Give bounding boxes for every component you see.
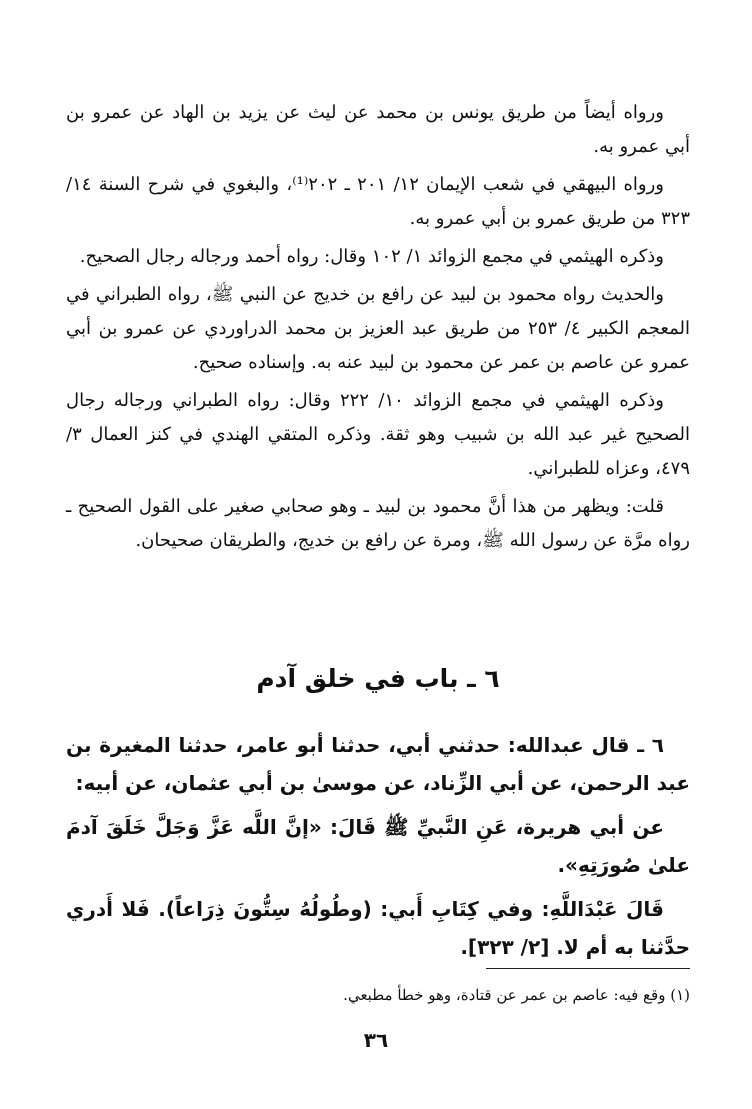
chapter-heading: ٦ ـ باب في خلق آدم — [256, 664, 500, 693]
commentary-paragraph: والحديث رواه محمود بن لبيد عن رافع بن خديج عن النبي ﷺ، رواه الطبراني في المعجم الكبير ٤/ ٢٥٣ من طريق عبد العزيز بن محمد الدراوردي عن عمرو بن أبي عمرو عن عاصم بن عمر عن محمود بن لبيد عنه به. وإسناده صحيح. — [66, 284, 690, 373]
hadith-matn: عن أبي هريرة، عَنِ النَّبيِّ ﷺ قَالَ: «إنَّ اللَّه عَزَّ وَجَلَّ خَلَقَ آدمَ علىٰ صُورَتِهِ». — [66, 815, 690, 877]
commentary-section — [66, 96, 690, 562]
footnote: (١) وقع فيه: عاصم بن عمر عن قتادة، وهو خطأ مطبعي. — [343, 986, 690, 1004]
commentary-paragraph: وذكره الهيثمي في مجمع الزوائد ١٠/ ٢٢٢ وقال: رواه الطبراني ورجاله رجال الصحيح غير عبد الله بن شبيب وهو ثقة. وذكره المتقي الهندي في كنز العمال ٣/ ٤٧٩، وعزاه للطبراني. — [66, 390, 690, 479]
hadith-isnad: ٦ ـ قال عبدالله: حدثني أبي، حدثنا أبو عامر، حدثنا المغيرة بن عبد الرحمن، عن أبي الزِّناد، عن موسىٰ بن أبي عثمان، عن أبيه: — [66, 733, 690, 795]
hadith-section — [66, 726, 690, 972]
commentary-paragraph: وذكره الهيثمي في مجمع الزوائد ١/ ١٠٢ وقال: رواه أحمد ورجاله رجال الصحيح. — [79, 246, 664, 267]
commentary-paragraph: ورواه أيضاً من طريق يونس بن محمد عن ليث عن يزيد بن الهاد عن عمرو بن أبي عمرو به. — [66, 102, 690, 157]
footnote-divider — [486, 968, 690, 969]
hadith-note: قَالَ عَبْدَاللَّهِ: وفي كِتَابِ أَبي: (وطُولُهُ سِتُّونَ ذِرَاعاً). فَلا أَدري حدَّثنا به أم لا. [٢/ ٣٢٣]. — [66, 897, 690, 959]
commentary-paragraph: قلت: ويظهر من هذا أنَّ محمود بن لبيد ـ وهو صحابي صغير على القول الصحيح ـ رواه مرَّة عن رسول الله ﷺ، ومرة عن رافع بن خديج، والطريقان صحيحان. — [66, 496, 690, 551]
commentary-paragraph: ورواه البيهقي في شعب الإيمان ١٢/ ٢٠١ ـ ٢٠٢⁽¹⁾، والبغوي في شرح السنة ١٤/ ٣٢٣ من طريق عمرو بن أبي عمرو به. — [66, 174, 690, 229]
page-number: ٣٦ — [363, 1028, 389, 1052]
